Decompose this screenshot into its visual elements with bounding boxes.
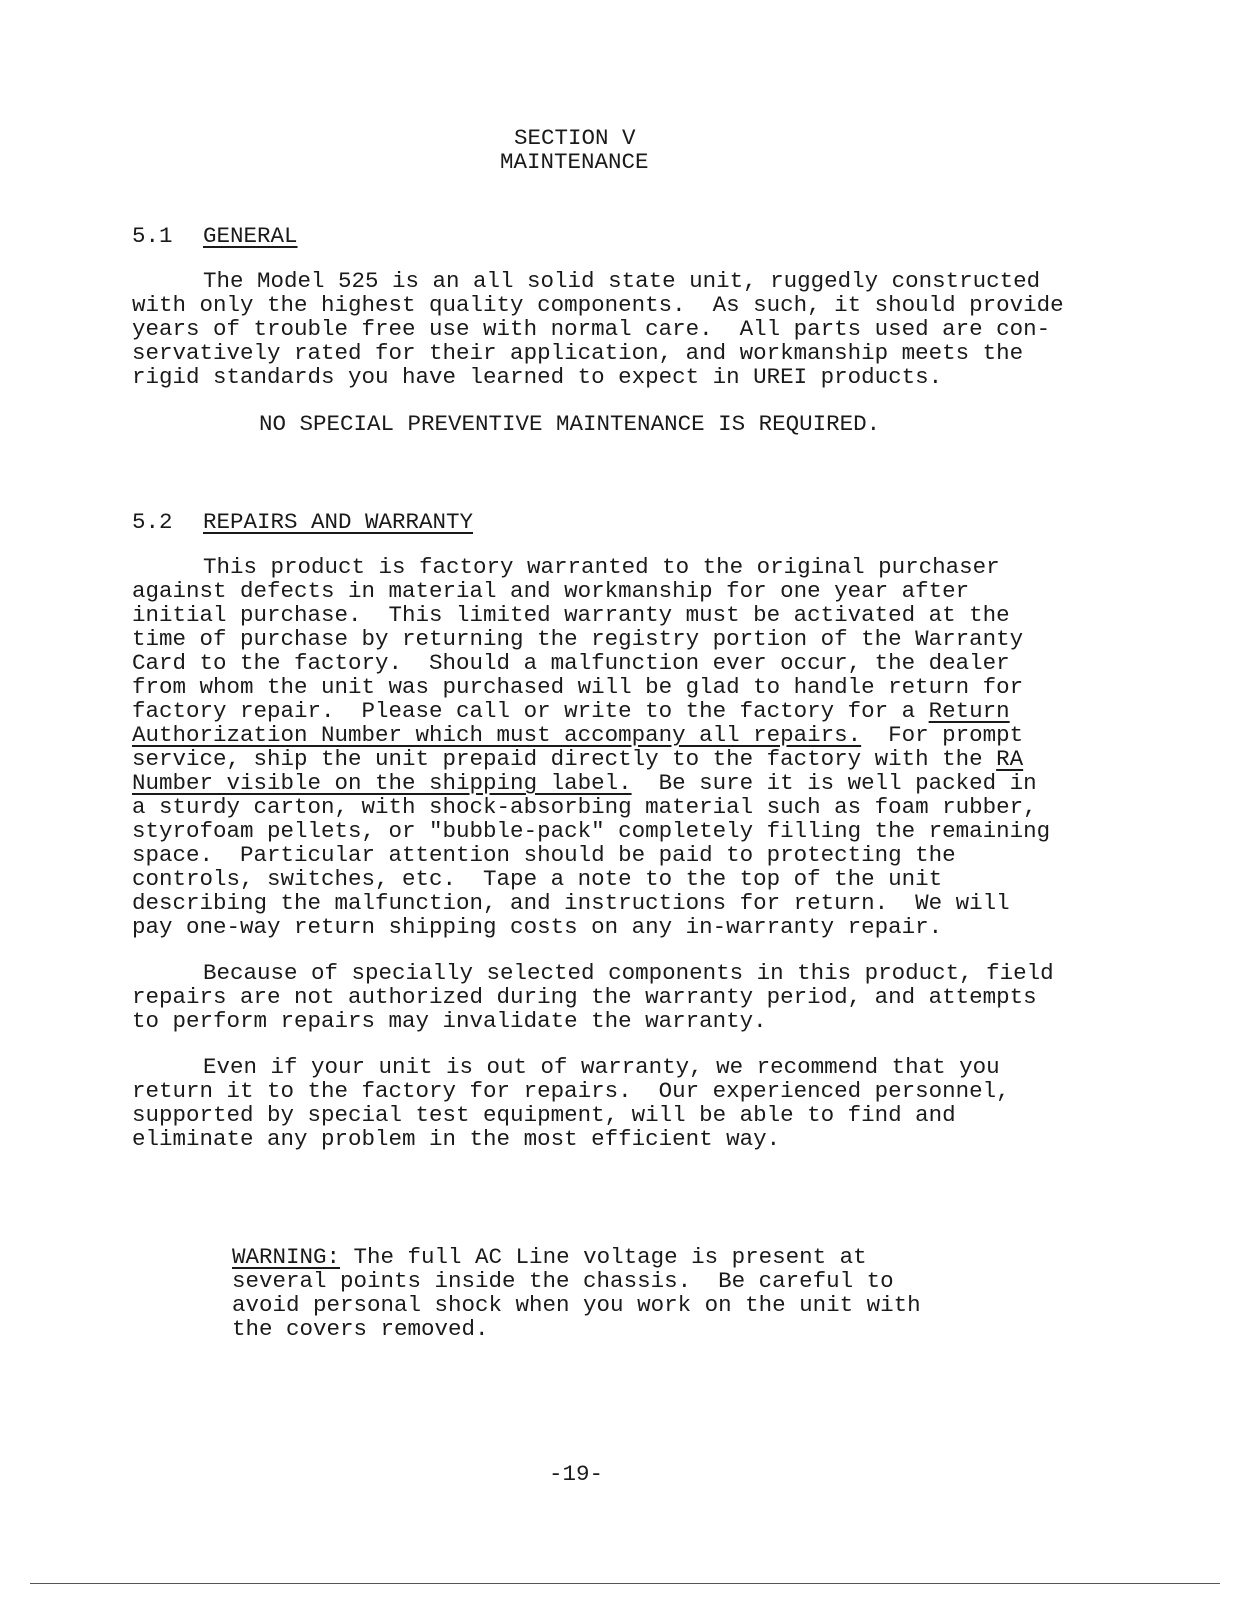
warning-line — [232, 1245, 867, 1269]
section-number: SECTION V — [514, 125, 636, 151]
subsection-heading-repairs: REPAIRS AND WARRANTY — [203, 509, 474, 535]
warning-label: WARNING: — [232, 1244, 341, 1270]
repairs-text: factory repair. Please call or write to the factory for a — [132, 698, 929, 724]
repairs-text: service, ship the unit prepaid directly to the factory with the — [132, 746, 997, 772]
underlined-text: Number visible on the shipping label. — [132, 770, 632, 796]
warning-line: several points inside the chassis. Be careful to — [232, 1268, 894, 1294]
repairs-text: For prompt — [861, 722, 1024, 748]
underlined-text: Authorization Number which must accompany all repairs. — [132, 722, 862, 748]
repairs-line — [132, 699, 1010, 723]
repairs-line — [132, 771, 1037, 795]
general-line: The Model 525 is an all solid state unit, ruggedly constructed — [203, 268, 1041, 294]
repairs-line: time of purchase by returning the registry portion of the Warranty — [132, 626, 1024, 652]
general-line: servatively rated for their application, and workmanship meets the — [132, 340, 1024, 366]
subsection-number-repairs: 5.2 — [132, 509, 173, 535]
repairs-line: space. Particular attention should be paid to protecting the — [132, 842, 956, 868]
underlined-text: Return — [928, 698, 1010, 724]
repairs-line: supported by special test equipment, will be able to find and — [132, 1102, 956, 1128]
section-title: MAINTENANCE — [500, 149, 649, 175]
repairs-line: Because of specially selected components in this product, field — [203, 960, 1054, 986]
bottom-rule — [30, 1583, 1220, 1584]
repairs-line: to perform repairs may invalidate the warranty. — [132, 1008, 767, 1034]
maintenance-notice: NO SPECIAL PREVENTIVE MAINTENANCE IS REQUIRED. — [259, 411, 881, 437]
repairs-line: Card to the factory. Should a malfunction ever occur, the dealer — [132, 650, 1010, 676]
general-line: rigid standards you have learned to expect in UREI products. — [132, 364, 943, 390]
repairs-line: return it to the factory for repairs. Our experienced personnel, — [132, 1078, 1010, 1104]
repairs-line: pay one-way return shipping costs on any in-warranty repair. — [132, 914, 943, 940]
repairs-line: initial purchase. This limited warranty must be activated at the — [132, 602, 1010, 628]
general-line: with only the highest quality components. As such, it should provide — [132, 292, 1064, 318]
subsection-number-general: 5.1 — [132, 223, 173, 249]
repairs-line: against defects in material and workmanship for one year after — [132, 578, 970, 604]
page-number: -19- — [549, 1461, 604, 1487]
repairs-line: describing the malfunction, and instructions for return. We will — [132, 890, 1010, 916]
repairs-line: controls, switches, etc. Tape a note to the top of the unit — [132, 866, 943, 892]
general-line: years of trouble free use with normal care. All parts used are con- — [132, 316, 1051, 342]
warning-line: avoid personal shock when you work on the unit with — [232, 1292, 921, 1318]
repairs-line: Even if your unit is out of warranty, we recommend that you — [203, 1054, 1000, 1080]
repairs-line — [132, 747, 1023, 771]
repairs-line: from whom the unit was purchased will be glad to handle return for — [132, 674, 1024, 700]
repairs-line: This product is factory warranted to the original purchaser — [203, 554, 1000, 580]
repairs-line — [132, 723, 1023, 747]
repairs-line: eliminate any problem in the most efficient way. — [132, 1126, 781, 1152]
subsection-heading-general: GENERAL — [203, 223, 298, 249]
repairs-text: Be sure it is well packed in — [631, 770, 1037, 796]
underlined-text: RA — [996, 746, 1024, 772]
repairs-line: repairs are not authorized during the warranty period, and attempts — [132, 984, 1037, 1010]
repairs-line: a sturdy carton, with shock-absorbing material such as foam rubber, — [132, 794, 1037, 820]
warning-line: the covers removed. — [232, 1316, 489, 1342]
repairs-line: styrofoam pellets, or "bubble-pack" completely filling the remaining — [132, 818, 1051, 844]
warning-text: The full AC Line voltage is present at — [340, 1244, 867, 1270]
